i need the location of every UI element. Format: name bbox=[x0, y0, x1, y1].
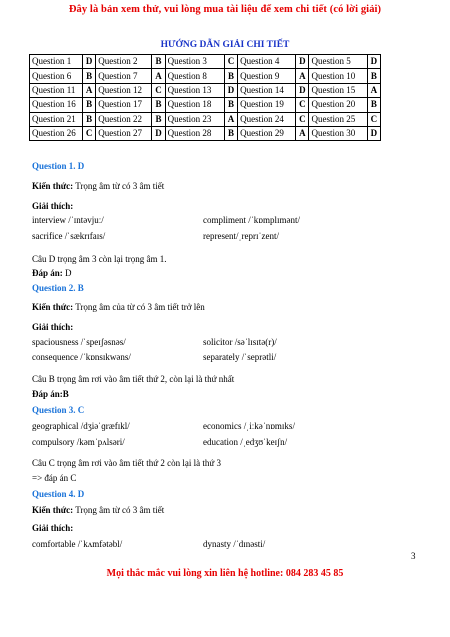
question-cell: Question 19 bbox=[238, 98, 296, 112]
answer-cell: D bbox=[224, 83, 237, 97]
answer-key-table bbox=[29, 54, 381, 141]
question-cell: Question 4 bbox=[238, 55, 296, 69]
question-cell: Question 25 bbox=[309, 112, 367, 126]
answer-cell: B bbox=[224, 98, 237, 112]
question-cell: Question 11 bbox=[30, 83, 83, 97]
explanation-label: Giải thích: bbox=[32, 201, 74, 211]
question-cell: Question 16 bbox=[30, 98, 83, 112]
answer-cell: C bbox=[152, 83, 165, 97]
answer-line: => đáp án C bbox=[32, 473, 77, 483]
question-cell: Question 12 bbox=[96, 83, 152, 97]
answer-cell: D bbox=[83, 55, 96, 69]
question-cell: Question 22 bbox=[96, 112, 152, 126]
word-entry: solicitor /səˈlɪsɪtə(r)/ bbox=[203, 337, 277, 347]
stress-note: Câu D trọng âm 3 còn lại trọng âm 1. bbox=[32, 254, 167, 264]
question-heading: Question 4. D bbox=[32, 489, 85, 499]
table-row bbox=[30, 83, 381, 97]
question-cell: Question 18 bbox=[165, 98, 224, 112]
word-entry: consequence /ˈkɒnsɪkwəns/ bbox=[32, 352, 131, 362]
question-cell: Question 17 bbox=[96, 98, 152, 112]
answer-cell: C bbox=[83, 126, 96, 140]
word-entry: geographical /dʒiəˈɡræfɪkl/ bbox=[32, 421, 130, 431]
explanation-label: Giải thích: bbox=[32, 523, 74, 533]
question-cell: Question 9 bbox=[238, 69, 296, 83]
answer-cell: D bbox=[296, 55, 309, 69]
explanation-label: Giải thích: bbox=[32, 322, 74, 332]
question-cell: Question 21 bbox=[30, 112, 83, 126]
table-row bbox=[30, 112, 381, 126]
answer-cell: B bbox=[224, 69, 237, 83]
answer-cell: D bbox=[152, 126, 165, 140]
table-row bbox=[30, 98, 381, 112]
answer-line: Đáp án: D bbox=[32, 268, 72, 278]
question-cell: Question 20 bbox=[309, 98, 367, 112]
answer-cell: C bbox=[367, 112, 380, 126]
word-entry: education /ˌedʒʊˈkeɪʃn/ bbox=[203, 437, 288, 447]
question-heading: Question 3. C bbox=[32, 405, 85, 415]
answer-cell: A bbox=[83, 83, 96, 97]
question-cell: Question 27 bbox=[96, 126, 152, 140]
word-entry: comfortable /ˈkʌmfətəbl/ bbox=[32, 539, 123, 549]
question-cell: Question 2 bbox=[96, 55, 152, 69]
knowledge-line: Kiến thức: Trọng âm của từ có 3 âm tiết trở lên bbox=[32, 302, 205, 312]
answer-cell: A bbox=[296, 126, 309, 140]
page-title: HƯỚNG DẪN GIẢI CHI TIẾT bbox=[160, 40, 290, 50]
stress-note: Câu B trọng âm rơi vào âm tiết thứ 2, còn lại là thứ nhất bbox=[32, 374, 235, 384]
stress-note: Câu C trọng âm rơi vào âm tiết thứ 2 còn lại là thứ 3 bbox=[32, 458, 221, 468]
word-entry: sacrifice /ˈsækrɪfaɪs/ bbox=[32, 231, 106, 241]
word-entry: interview /ˈɪntəvjuː/ bbox=[32, 215, 104, 225]
answer-cell: A bbox=[367, 83, 380, 97]
table-row bbox=[30, 126, 381, 140]
word-entry: economics /ˌiːkəˈnɒmɪks/ bbox=[203, 421, 295, 431]
word-entry: compliment /ˈkɒmplɪmənt/ bbox=[203, 215, 300, 225]
question-cell: Question 24 bbox=[238, 112, 296, 126]
answer-cell: B bbox=[152, 112, 165, 126]
question-cell: Question 7 bbox=[96, 69, 152, 83]
question-cell: Question 3 bbox=[165, 55, 224, 69]
question-cell: Question 28 bbox=[165, 126, 224, 140]
question-cell: Question 26 bbox=[30, 126, 83, 140]
knowledge-line: Kiến thức: Trọng âm từ có 3 âm tiết bbox=[32, 505, 165, 515]
answer-cell: A bbox=[152, 69, 165, 83]
answer-cell: C bbox=[296, 112, 309, 126]
question-cell: Question 15 bbox=[309, 83, 367, 97]
question-cell: Question 23 bbox=[165, 112, 224, 126]
question-cell: Question 1 bbox=[30, 55, 83, 69]
answer-cell: B bbox=[224, 126, 237, 140]
word-entry: spaciousness /ˈspeɪʃəsnəs/ bbox=[32, 337, 126, 347]
page-number: 3 bbox=[411, 551, 416, 561]
word-entry: separately /ˈseprətli/ bbox=[203, 352, 277, 362]
knowledge-line: Kiến thức: Trọng âm từ có 3 âm tiết bbox=[32, 181, 165, 191]
answer-cell: B bbox=[367, 98, 380, 112]
question-cell: Question 29 bbox=[238, 126, 296, 140]
preview-banner: Đây là bản xem thử, vui lòng mua tài liệu để xem chi tiết (có lời giải) bbox=[68, 4, 382, 15]
question-cell: Question 14 bbox=[238, 83, 296, 97]
answer-cell: B bbox=[83, 98, 96, 112]
table-row bbox=[30, 55, 381, 69]
question-cell: Question 5 bbox=[309, 55, 367, 69]
question-cell: Question 8 bbox=[165, 69, 224, 83]
word-entry: dynasty /ˈdɪnəsti/ bbox=[203, 539, 266, 549]
answer-line: Đáp án:B bbox=[32, 389, 69, 399]
question-cell: Question 10 bbox=[309, 69, 367, 83]
answer-cell: C bbox=[296, 98, 309, 112]
question-cell: Question 13 bbox=[165, 83, 224, 97]
answer-cell: D bbox=[367, 126, 380, 140]
answer-cell: B bbox=[83, 69, 96, 83]
word-entry: represent/ˌreprɪˈzent/ bbox=[203, 231, 279, 241]
answer-cell: B bbox=[152, 55, 165, 69]
answer-cell: C bbox=[224, 55, 237, 69]
answer-cell: B bbox=[367, 69, 380, 83]
question-cell: Question 30 bbox=[309, 126, 367, 140]
answer-cell: B bbox=[83, 112, 96, 126]
answer-cell: B bbox=[152, 98, 165, 112]
hotline-banner: Mọi thắc mắc vui lòng xin liên hệ hotline: 084 283 45 85 bbox=[106, 568, 344, 579]
word-entry: compulsory /kəmˈpʌlsəri/ bbox=[32, 437, 125, 447]
answer-cell: A bbox=[224, 112, 237, 126]
answer-cell: A bbox=[296, 69, 309, 83]
answer-cell: D bbox=[296, 83, 309, 97]
question-heading: Question 2. B bbox=[32, 283, 84, 293]
question-heading: Question 1. D bbox=[32, 161, 85, 171]
answer-cell: D bbox=[367, 55, 380, 69]
table-row bbox=[30, 69, 381, 83]
question-cell: Question 6 bbox=[30, 69, 83, 83]
